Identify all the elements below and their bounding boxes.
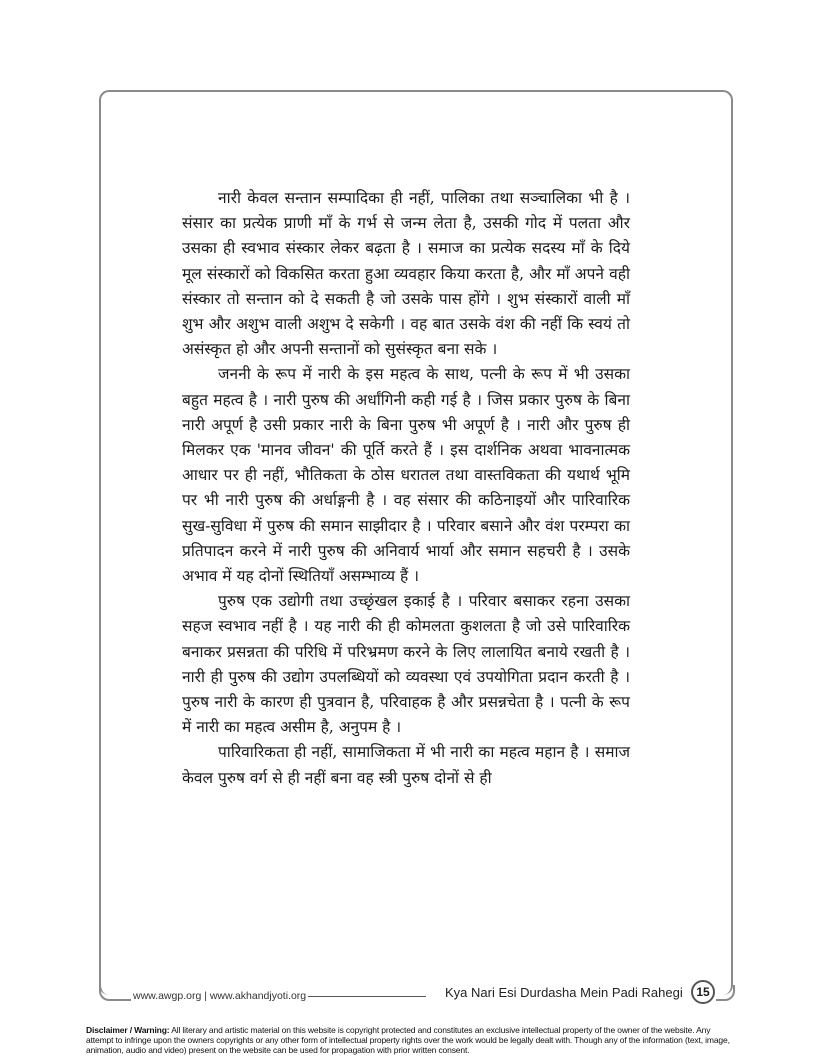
disclaimer-label: Disclaimer / Warning: bbox=[86, 1025, 170, 1035]
footer-site-text[interactable]: www.awgp.org | www.akhandjyoti.org bbox=[133, 990, 307, 1002]
disclaimer-text: All literary and artistic material on this website is copyright protected and constitutes an exclusive intellectual property of the owner of the website. Any attempt to infringe upon the owners copyrights or any other form of intellectual property rights over the work would be legally dealt with. Though any of the information (text, image, animation, audio and video) present on the website can be used for propagation with prior written consent. bbox=[86, 1025, 730, 1055]
paragraph-1: नारी केवल सन्तान सम्पादिका ही नहीं, पालिका तथा सञ्चालिका भी है । संसार का प्रत्येक प्राणी माँ के गर्भ से जन्म लेता है, उसकी गोद में पलता और उसका ही स्वभाव संस्कार लेकर बढ़ता है । समाज का प्रत्येक सदस्य माँ के दिये मूल संस्कारों को विकसित करता हुआ व्यवहार किया करता है, और माँ अपने वही संस्कार तो सन्तान को दे सकती है जो उसके पास होंगे । शुभ संस्कारों वाली माँ शुभ और अशुभ वाली अशुभ दे सकेगी । वह बात उसके वंश की नहीं कि स्वयं तो असंस्कृत हो और अपनी सन्तानों को सुसंस्कृत बना सके । bbox=[182, 189, 630, 359]
paragraph-4: पारिवारिकता ही नहीं, सामाजिकता में भी नारी का महत्व महान है । समाज केवल पुरुष वर्ग से ही नहीं बना वह स्त्री पुरुष दोनों से ही bbox=[182, 743, 630, 787]
page-number-badge: 15 bbox=[691, 980, 715, 1004]
footer-book-title: Kya Nari Esi Durdasha Mein Padi Rahegi bbox=[445, 985, 683, 1000]
frame-corner-left bbox=[99, 985, 131, 1001]
footer-divider bbox=[308, 996, 426, 997]
paragraph-3: पुरुष एक उद्योगी तथा उच्छृंखल इकाई है । परिवार बसाकर रहना उसका सहज स्वभाव नहीं है । यह नारी की ही कोमलता कुशलता है जो उसे पारिवारिक बनाकर प्रसन्नता की परिधि में परिभ्रमण करने के लिए लालायित बनाये रखती है । नारी ही पुरुष की उद्योग उपलब्धियों को व्यवस्था एवं उपयोगिता प्रदान करती है । पुरुष नारी के कारण ही पुत्रवान है, परिवाहक है और प्रसन्नचेता है । पत्नी के रूप में नारी का महत्व असीम है, अनुपम है । bbox=[182, 592, 630, 737]
footer-site-links bbox=[133, 990, 426, 1002]
disclaimer bbox=[86, 1025, 736, 1056]
body-text bbox=[182, 186, 630, 791]
frame-corner-right bbox=[716, 985, 735, 1001]
paragraph-2: जननी के रूप में नारी के इस महत्व के साथ, पत्नी के रूप में भी उसका बहुत महत्व है । नारी पुरुष की अर्धांगिनी कही गई है । जिस प्रकार पुरुष के बिना नारी अपूर्ण है उसी प्रकार नारी के बिना पुरुष भी अपूर्ण है । नारी और पुरुष ही मिलकर एक 'मानव जीवन' की पूर्ति करते हैं । इस दार्शनिक अथवा भावनात्मक आधार पर ही नहीं, भौतिकता के ठोस धरातल तथा वास्तविकता की यथार्थ भूमि पर भी नारी पुरुष की अर्धाङ्गनी है । वह संसार की कठिनाइयों और पारिवारिक सुख-सुविधा में पुरुष की समान साझीदार है । परिवार बसाने और वंश परम्परा का प्रतिपादन करने में नारी पुरुष की अनिवार्य भार्या और समान सहचरी है । उसके अभाव में यह दोनों स्थितियाँ असम्भाव्य हैं । bbox=[182, 365, 630, 586]
